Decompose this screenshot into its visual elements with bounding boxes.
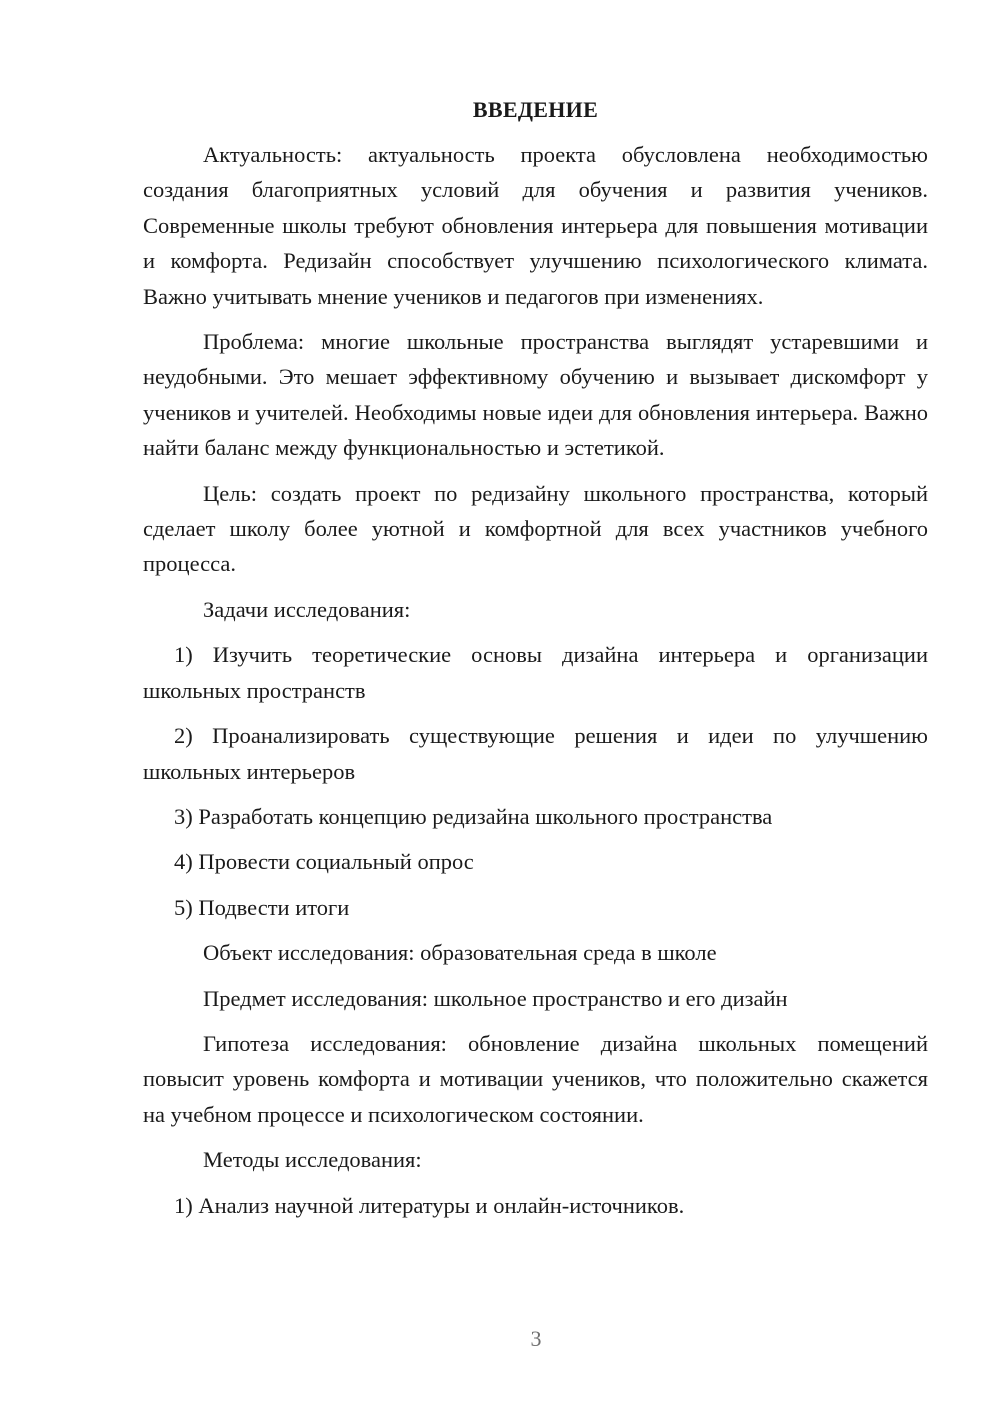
section-heading: ВВЕДЕНИЕ — [472, 97, 599, 122]
task-item-1: 1) Изучить теоретические основы дизайна интерьера и организации школьных пространств — [143, 642, 928, 703]
methods-heading: Методы исследования: — [203, 1147, 422, 1173]
task-item-4: 4) Провести социальный опрос — [174, 849, 474, 875]
object-paragraph: Объект исследования: образовательная среда в школе — [203, 940, 717, 966]
problem-paragraph: Проблема: многие школьные пространства выглядят устаревшими и неудобными. Это мешает эффективному обучению и вызывает дискомфорт у учеников и учителей. Необходимы новые идеи для обновления интерьера. Важно найти баланс между функциональностью и эстетикой. — [143, 329, 928, 461]
page-number: 3 — [530, 1326, 542, 1351]
method-item-1: 1) Анализ научной литературы и онлайн-источников. — [174, 1192, 685, 1218]
hypothesis-paragraph: Гипотеза исследования: обновление дизайна школьных помещений повысит уровень комфорта и мотивации учеников, что положительно скажется на учебном процессе и психологическом состоянии. — [143, 1030, 928, 1127]
page-content — [143, 92, 928, 1233]
task-item-2: 2) Проанализировать существующие решения и идеи по улучшению школьных интерьеров — [143, 723, 928, 784]
task-item-3: 3) Разработать концепцию редизайна школьного пространства — [174, 803, 773, 829]
subject-paragraph: Предмет исследования: школьное пространство и его дизайн — [203, 985, 788, 1011]
task-item-5: 5) Подвести итоги — [174, 894, 350, 920]
tasks-heading: Задачи исследования: — [203, 596, 411, 622]
goal-paragraph: Цель: создать проект по редизайну школьного пространства, который сделает школу более уютной и комфортной для всех участников учебного процесса. — [143, 480, 928, 577]
relevance-paragraph: Актуальность: актуальность проекта обусловлена необходимостью создания благоприятных условий для обучения и развития учеников. Современные школы требуют обновления интерьера для повышения мотивации и комфорта. Редизайн способствует улучшению психологического климата. Важно учитывать мнение учеников и педагогов при изменениях. — [143, 142, 928, 309]
